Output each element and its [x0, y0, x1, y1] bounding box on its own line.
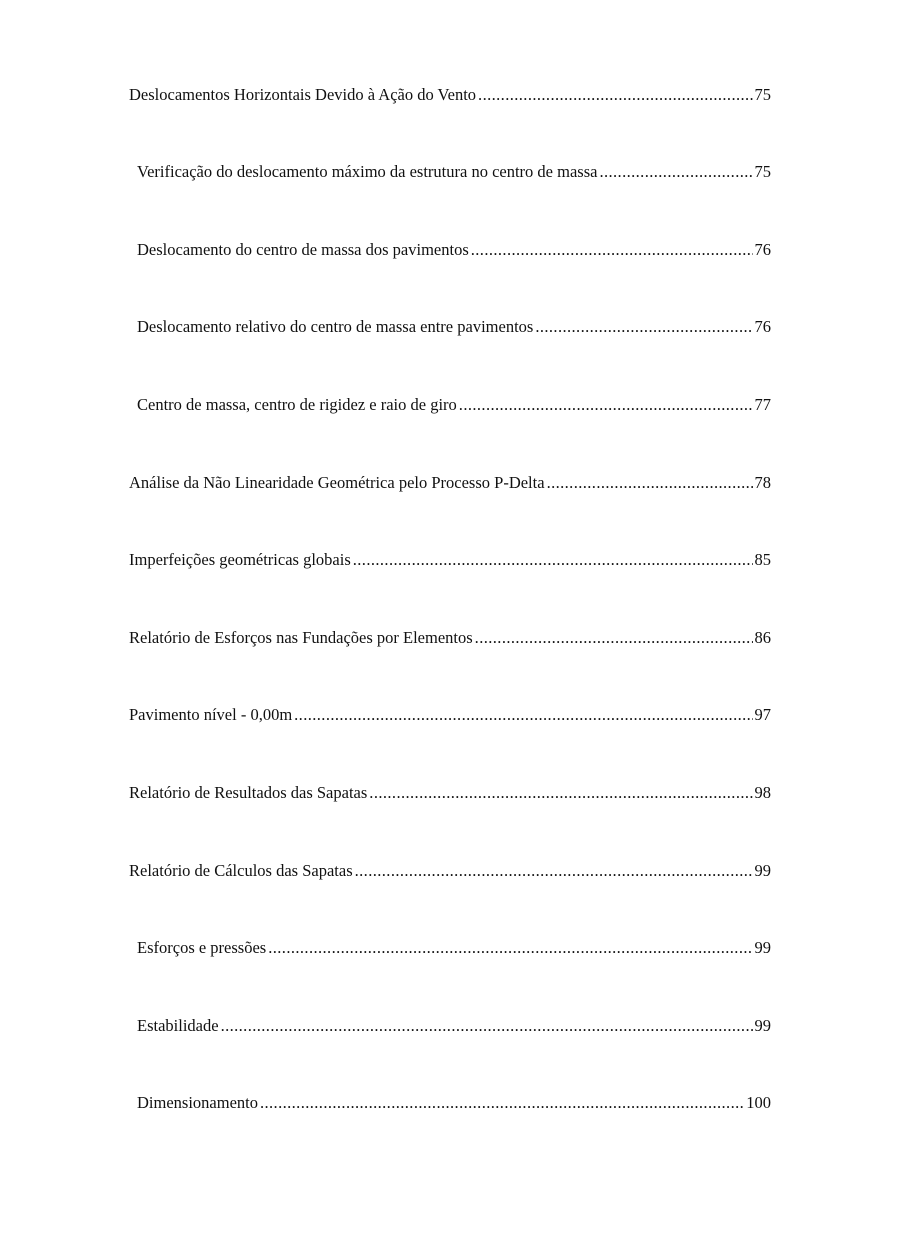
- toc-leader-dots: [478, 85, 752, 105]
- toc-entry-ventos[interactable]: [129, 85, 771, 109]
- toc-entry-deslocamento-maximo[interactable]: [137, 162, 771, 186]
- toc-entry-title: Estabilidade: [137, 1016, 219, 1035]
- toc-entry-title: Relatório de Esforços nas Fundações por Elementos: [129, 628, 473, 647]
- toc-entry-page: 99: [754, 938, 771, 957]
- toc-entry-title: Deslocamento do centro de massa dos pavimentos: [137, 240, 469, 259]
- toc-leader-dots: [471, 240, 753, 260]
- toc-entry-title: Análise da Não Linearidade Geométrica pelo Processo P-Delta: [129, 473, 545, 492]
- toc-leader-dots: [260, 1093, 744, 1113]
- toc-entry-title: Pavimento nível - 0,00m: [129, 705, 293, 724]
- toc-leader-dots: [547, 473, 753, 493]
- toc-entry-esforcos-pressoes[interactable]: [137, 938, 771, 962]
- toc-entry-centro-rigidez[interactable]: [137, 395, 771, 419]
- toc-leader-dots: [475, 628, 753, 648]
- toc-entry-title: Verificação do deslocamento máximo da estrutura no centro de massa: [137, 162, 598, 181]
- toc-entry-calculos-sapatas[interactable]: [129, 861, 771, 885]
- toc-entry-title: Centro de massa, centro de rigidez e raio de giro: [137, 395, 457, 414]
- toc-entry-page: 76: [754, 240, 771, 259]
- toc-entry-title: Dimensionamento: [137, 1093, 258, 1112]
- toc-entry-title: Imperfeições geométricas globais: [129, 550, 351, 569]
- toc-entry-page: 76: [754, 317, 771, 336]
- toc-leader-dots: [535, 317, 752, 337]
- toc-entry-title: Esforços e pressões: [137, 938, 267, 957]
- toc-entry-title: Deslocamentos Horizontais Devido à Ação do Vento: [129, 85, 477, 104]
- toc-entry-esforcos-fundacoes[interactable]: [129, 628, 771, 652]
- toc-entry-title: Relatório de Cálculos das Sapatas: [129, 861, 353, 880]
- toc-leader-dots: [355, 861, 753, 881]
- toc-entry-dimensionamento[interactable]: [137, 1093, 771, 1117]
- toc-entry-resultados-sapatas[interactable]: [129, 783, 771, 807]
- toc-leader-dots: [353, 550, 753, 570]
- toc-entry-page: 98: [754, 783, 771, 802]
- toc-entry-page: 78: [754, 473, 771, 492]
- toc-leader-dots: [294, 705, 752, 725]
- toc-entry-imperfeicoes[interactable]: [129, 550, 771, 574]
- toc-entry-p-delta[interactable]: [129, 473, 771, 497]
- toc-entry-estabilidade[interactable]: [137, 1016, 771, 1040]
- toc-entry-page: 97: [754, 705, 771, 724]
- toc-entry-title: Deslocamento relativo do centro de massa entre pavimentos: [137, 317, 534, 336]
- toc-leader-dots: [221, 1016, 753, 1036]
- toc-entry-pavimento-nivel[interactable]: [129, 705, 771, 729]
- toc-entry-page: 99: [754, 861, 771, 880]
- toc-entry-deslocamento-relativo[interactable]: [137, 317, 771, 341]
- toc-entry-page: 85: [754, 550, 771, 569]
- toc-leader-dots: [369, 783, 752, 803]
- toc-entry-title: Relatório de Resultados das Sapatas: [129, 783, 368, 802]
- toc-entry-page: 86: [754, 628, 771, 647]
- toc-entry-page: 75: [754, 162, 771, 181]
- toc-leader-dots: [268, 938, 752, 958]
- toc-entry-centro-massa-pavimentos[interactable]: [137, 240, 771, 264]
- toc-entry-page: 75: [754, 85, 771, 104]
- toc-entry-page: 100: [746, 1093, 771, 1112]
- toc-entry-page: 99: [754, 1016, 771, 1035]
- toc-leader-dots: [599, 162, 752, 182]
- toc-entry-page: 77: [754, 395, 771, 414]
- toc-leader-dots: [459, 395, 753, 415]
